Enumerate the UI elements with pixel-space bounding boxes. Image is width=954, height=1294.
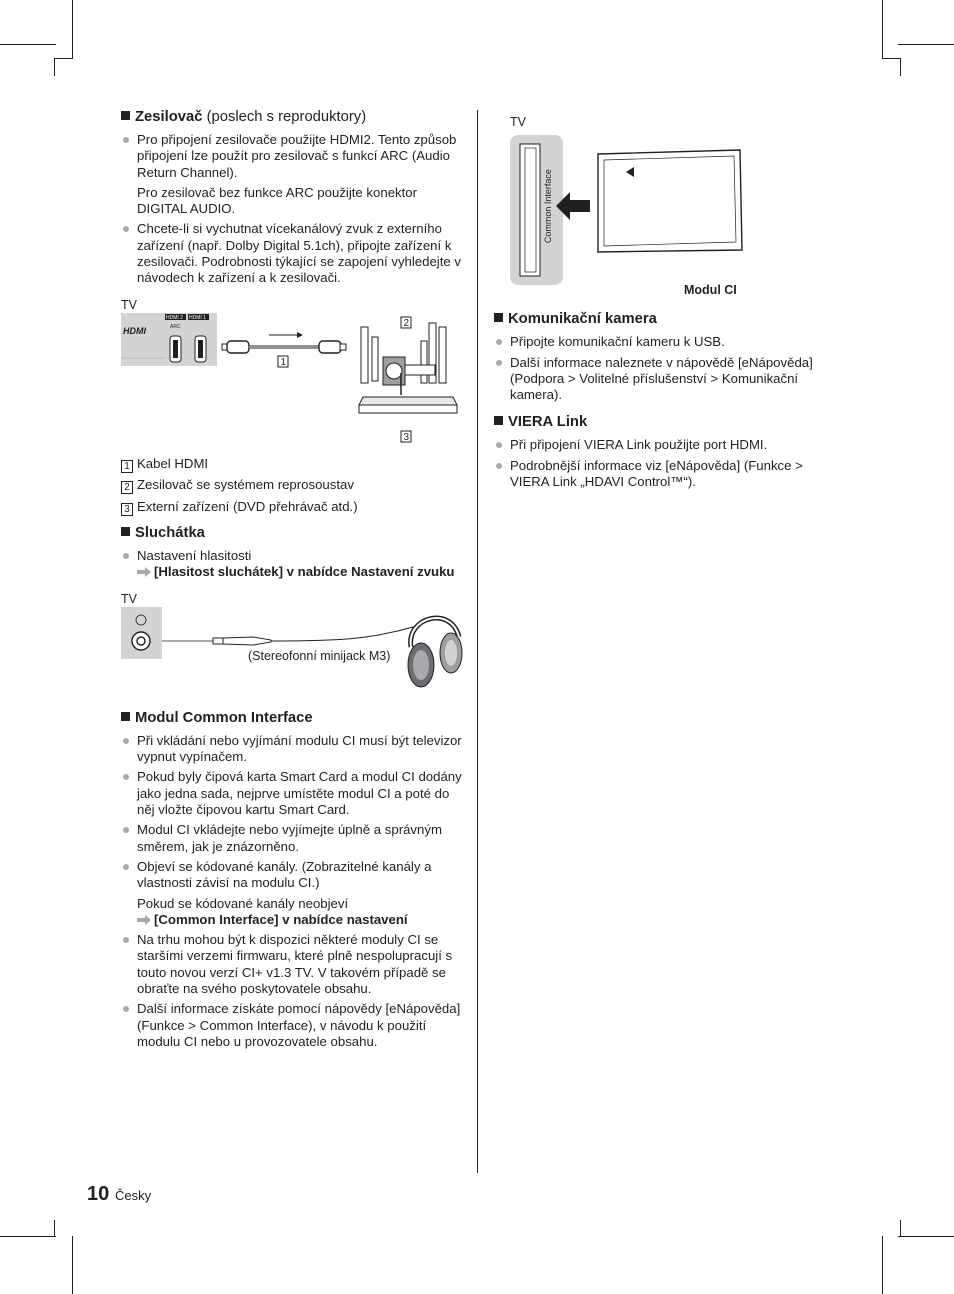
tv-label: TV: [510, 115, 526, 129]
ci-menu-reference: [Common Interface] v nabídce nastavení: [137, 912, 463, 928]
crop-mark: [72, 0, 73, 58]
arrow-right-icon: [137, 567, 151, 577]
slot-label: Common Interface: [542, 169, 553, 244]
crop-mark: [882, 1236, 883, 1294]
camera-heading: Komunikační kamera: [494, 310, 829, 328]
crop-mark: [72, 1236, 73, 1294]
viera-heading: VIERA Link: [494, 413, 829, 431]
legend-number: 1: [121, 460, 133, 473]
crop-mark: [54, 1220, 55, 1237]
hdmi-diagram-svg: [121, 313, 463, 445]
list-item: Další informace naleznete v nápovědě [eNápověda] (Podpora > Volitelné příslušenství > Komunikační kamera).: [494, 355, 829, 404]
crop-mark: [898, 1236, 954, 1237]
jack-label: (Stereofonní minijack M3): [248, 648, 391, 663]
svg-text:1: 1: [280, 356, 287, 368]
crop-mark: [54, 58, 73, 59]
hdmi-logo: HDMI: [123, 325, 146, 336]
port-label-hdmi1: HDMI 1: [189, 314, 206, 321]
page-number: 10: [87, 1183, 110, 1205]
legend-number: 2: [121, 481, 133, 494]
headphones-connection-diagram: [121, 607, 463, 695]
viera-list: [494, 437, 829, 490]
legend-number: 3: [121, 503, 133, 516]
ci-module-heading: Modul Common Interface: [121, 709, 463, 727]
ci-module-list-2: [121, 932, 463, 1050]
square-bullet-icon: [494, 313, 503, 322]
amplifier-heading: Zesilovač (poslech s reproduktory): [121, 108, 463, 126]
ci-module-list: [121, 733, 463, 892]
crop-mark: [900, 1220, 901, 1237]
camera-list: [494, 334, 829, 403]
square-bullet-icon: [121, 712, 130, 721]
list-item: Při připojení VIERA Link použijte port HDMI.: [494, 437, 829, 453]
square-bullet-icon: [494, 416, 503, 425]
list-item: Další informace získáte pomocí nápovědy [eNápověda] (Funkce > Common Interface), v návodu k použití modulu CI nebo u provozovatele obsahu.: [121, 1001, 463, 1050]
square-bullet-icon: [121, 527, 130, 536]
list-item: Nastavení hlasitosti: [121, 548, 463, 564]
list-item: Pro připojení zesilovače použijte HDMI2. Tento způsob připojení lze použít pro zesilovač s funkcí ARC (Audio Return Channel).: [121, 132, 463, 181]
left-column: [121, 108, 463, 1054]
crop-mark: [898, 44, 954, 45]
list-item: Pokud byly čipová karta Smart Card a modul CI dodány jako jedna sada, nejprve umístěte modul CI a poté do něj vložte čipovou kartu Smart Card.: [121, 769, 463, 818]
tv-label: TV: [121, 591, 137, 606]
legend-text: Externí zařízení (DVD přehrávač atd.): [137, 498, 358, 514]
ci-module-figure: [494, 130, 829, 300]
arc-label: ARC: [170, 323, 181, 330]
crop-mark: [0, 44, 56, 45]
headphones-heading: Sluchátka: [121, 524, 463, 542]
list-item: Při vkládání nebo vyjímání modulu CI musí být televizor vypnut vypínačem.: [121, 733, 463, 766]
module-ci-label: Modul CI: [684, 283, 737, 298]
svg-text:3: 3: [403, 431, 410, 443]
headphones-menu-reference: [Hlasitost sluchátek] v nabídce Nastavení zvuku: [137, 564, 463, 580]
legend-text: Kabel HDMI: [137, 455, 209, 471]
diagram-legend: [121, 456, 463, 516]
tv-label: TV: [121, 297, 137, 312]
page-language: Česky: [115, 1188, 152, 1203]
list-item: Chcete-li si vychutnat vícekanálový zvuk z externího zařízení (např. Dolby Digital 5.1ch), připojte zařízení k zesilovači. Podrobnosti týkající se zapojení vyhledejte v návodech k zařízení a k zesilovači.: [121, 221, 463, 286]
crop-mark: [900, 58, 901, 76]
amplifier-list: [121, 132, 463, 181]
arrow-right-icon: [137, 915, 151, 925]
list-item: Podrobnější informace viz [eNápověda] (Funkce > VIERA Link „HDAVI Control™“).: [494, 458, 829, 491]
list-item: Modul CI vkládejte nebo vyjímejte úplně a správným směrem, jak je znázorněno.: [121, 822, 463, 855]
svg-text:2: 2: [403, 317, 410, 329]
crop-mark: [882, 0, 883, 58]
list-item: Na trhu mohou být k dispozici některé moduly CI se staršími verzemi firmwaru, které plně nespolupracují s touto novou verzí CI+ v1.3 TV. V takovém případě se obraťte na svého poskytovatele obsahu.: [121, 932, 463, 997]
list-item: Připojte komunikační kameru k USB.: [494, 334, 829, 350]
crop-mark: [0, 1236, 56, 1237]
hdmi-connection-diagram: [121, 313, 463, 445]
legend-text: Zesilovač se systémem reprosoustav: [137, 477, 354, 493]
square-bullet-icon: [121, 111, 130, 120]
port-label-hdmi2: HDMI 2: [166, 314, 183, 321]
list-item: Objeví se kódované kanály. (Zobrazitelné kanály a vlastnosti závisí na modulu CI.): [121, 859, 463, 892]
legend-item: [121, 477, 463, 494]
ci-module-note: Pokud se kódované kanály neobjeví: [137, 895, 349, 911]
right-column: [494, 114, 829, 494]
crop-mark: [882, 58, 901, 59]
legend-item: [121, 499, 463, 516]
column-divider: [477, 110, 478, 1173]
amplifier-note: Pro zesilovač bez funkce ARC použijte konektor DIGITAL AUDIO.: [137, 184, 418, 217]
legend-item: [121, 456, 463, 473]
crop-mark: [54, 58, 55, 76]
